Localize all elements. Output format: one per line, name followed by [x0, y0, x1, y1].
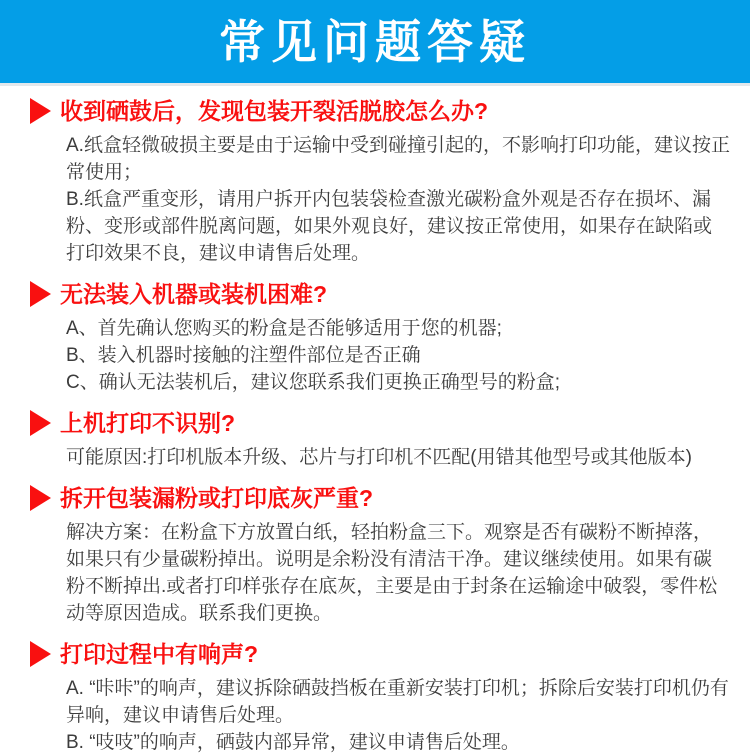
faq-answer-line: A. “咔咔”的响声，建议拆除硒鼓挡板在重新安装打印机；拆除后安装打印机仍有异响，建议申请售后处理。: [66, 678, 729, 726]
faq-item-install-difficulty: [30, 280, 730, 396]
faq-question-row: [30, 280, 730, 308]
faq-answer-block: [66, 132, 730, 267]
triangle-bullet-icon: [30, 641, 51, 667]
faq-item-packaging-damage: [30, 97, 730, 267]
faq-question-row: [30, 97, 730, 125]
faq-question-row: [30, 409, 730, 437]
faq-list: [0, 86, 750, 756]
faq-item-toner-leak: [30, 484, 730, 627]
triangle-bullet-icon: [30, 485, 51, 511]
faq-question-row: [30, 484, 730, 512]
faq-item-not-recognized: [30, 409, 730, 471]
faq-answer-line: B.纸盒严重变形，请用户拆开内包装袋检查激光碳粉盒外观是否存在损坏、漏粉、变形或部件脱离问题，如果外观良好，建议按正常使用，如果存在缺陷或打印效果不良，建议申请售后处理。: [66, 189, 713, 264]
faq-answer-line: 可能原因:打印机版本升级、芯片与打印机不匹配(用错其他型号或其他版本): [66, 447, 692, 468]
faq-question-row: [30, 640, 730, 668]
page-title: 常见问题答疑: [219, 15, 531, 68]
faq-answer-block: [66, 519, 730, 627]
faq-answer-line: A、首先确认您购买的粉盒是否能够适用于您的机器;: [66, 318, 502, 339]
page-header: [0, 0, 750, 86]
faq-answer-line: B、装入机器时接触的注塑件部位是否正确: [66, 345, 421, 366]
faq-answer-line: B. “吱吱”的响声，硒鼓内部异常，建议申请售后处理。: [66, 732, 520, 753]
faq-answer-block: [66, 675, 730, 756]
triangle-bullet-icon: [30, 410, 51, 436]
triangle-bullet-icon: [30, 98, 51, 124]
triangle-bullet-icon: [30, 281, 51, 307]
faq-question: 无法装入机器或装机困难?: [60, 281, 328, 307]
faq-question: 拆开包装漏粉或打印底灰严重?: [60, 485, 374, 511]
faq-question: 打印过程中有响声?: [60, 641, 259, 667]
faq-question: 上机打印不识别?: [60, 410, 236, 436]
faq-question: 收到硒鼓后，发现包装开裂活脱胶怎么办?: [60, 98, 489, 124]
faq-answer-line: A.纸盒轻微破损主要是由于运输中受到碰撞引起的，不影响打印功能，建议按正常使用；: [66, 135, 730, 183]
faq-answer-line: C、确认无法装机后，建议您联系我们更换正确型号的粉盒;: [66, 372, 561, 393]
faq-item-printing-noise: [30, 640, 730, 756]
faq-answer-block: [66, 315, 730, 396]
faq-answer-line: 解决方案：在粉盒下方放置白纸，轻拍粉盒三下。观察是否有碳粉不断掉落，如果只有少量碳粉掉出。说明是余粉没有清洁干净。建议继续使用。如果有碳粉不断掉出.或者打印样张存在底灰，主要是由于封条在运输途中破裂，零件松动等原因造成。联系我们更换。: [66, 522, 718, 624]
faq-answer-block: [66, 444, 730, 471]
